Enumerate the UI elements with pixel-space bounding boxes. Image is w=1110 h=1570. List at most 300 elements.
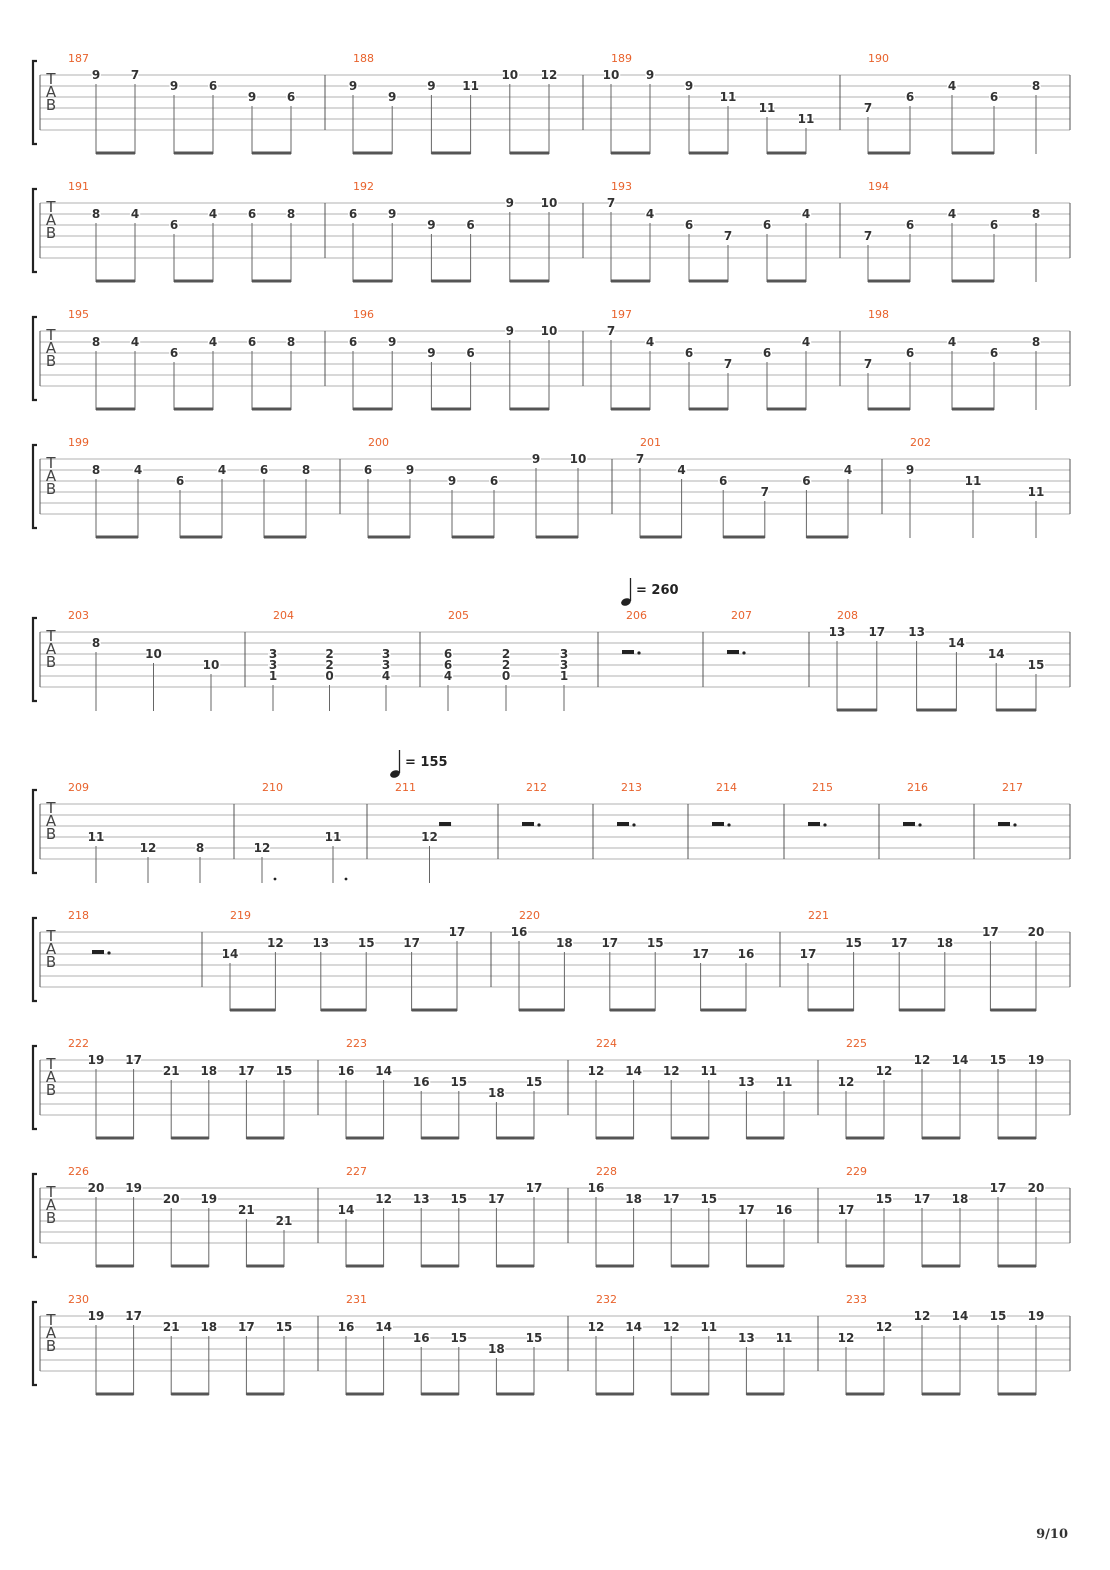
fret-number: 11	[719, 90, 737, 104]
measure-number: 228	[596, 1165, 617, 1178]
measure-number: 197	[611, 308, 632, 321]
fret-number: 11	[758, 101, 776, 115]
fret-number: 1	[268, 669, 278, 683]
fret-number: 18	[488, 1086, 505, 1100]
staff-bracket-icon	[33, 618, 37, 701]
fret-number: 9	[388, 335, 397, 349]
tab-clef-letter: A	[45, 940, 57, 958]
fret-number: 14	[337, 1203, 355, 1217]
fret-number: 6	[208, 79, 218, 93]
page-number: 9/10	[1036, 1527, 1068, 1542]
rest-icon	[808, 822, 820, 826]
fret-number: 18	[951, 1192, 969, 1206]
staff-bracket-icon	[33, 445, 37, 528]
tab-clef-letter: B	[45, 953, 57, 971]
fret-number: 6	[762, 218, 772, 232]
fret-number: 4	[801, 207, 811, 221]
rest-icon	[622, 650, 634, 654]
measure-number: 230	[68, 1293, 89, 1306]
fret-number: 9	[247, 90, 257, 104]
fret-number: 14	[951, 1309, 969, 1323]
fret-number: 20	[1027, 925, 1045, 939]
tab-clef-letter: B	[45, 1209, 57, 1227]
measure-number: 213	[621, 781, 642, 794]
staff-bracket-icon	[33, 918, 37, 1001]
fret-number: 12	[540, 68, 558, 82]
fret-number: 6	[466, 218, 475, 232]
fret-number: 17	[601, 936, 619, 950]
fret-number: 12	[913, 1053, 931, 1067]
fret-number: 6	[259, 463, 269, 477]
fret-number: 18	[200, 1064, 218, 1078]
fret-number: 12	[662, 1320, 680, 1334]
fret-number: 16	[412, 1331, 430, 1345]
fret-number: 0	[501, 669, 511, 683]
fret-number: 9	[388, 90, 397, 104]
rest-icon	[439, 822, 451, 826]
tab-clef-letter: A	[45, 83, 57, 101]
staff-bracket-icon	[33, 790, 37, 873]
fret-number: 17	[238, 1320, 255, 1334]
fret-number: 20	[162, 1192, 180, 1206]
fret-number: 11	[700, 1064, 718, 1078]
measure-number: 215	[812, 781, 833, 794]
fret-number: 4	[443, 669, 453, 683]
fret-number: 12	[662, 1064, 680, 1078]
fret-number: 15	[845, 936, 862, 950]
fret-number: 9	[427, 79, 436, 93]
measure-number: 223	[346, 1037, 367, 1050]
fret-number: 2	[325, 647, 334, 661]
fret-number: 4	[801, 335, 811, 349]
fret-number: 17	[662, 1192, 680, 1206]
staff-bracket-icon	[33, 317, 37, 400]
rest-icon	[903, 822, 915, 826]
tab-clef-letter: A	[45, 1068, 57, 1086]
fret-number: 6	[989, 218, 999, 232]
fret-number: 17	[989, 1181, 1007, 1195]
measure-number: 187	[68, 52, 89, 65]
rest-dot	[107, 951, 110, 954]
fret-number: 17	[692, 947, 709, 961]
fret-number: 6	[175, 474, 185, 488]
measure-number: 192	[353, 180, 374, 193]
tab-clef-letter: A	[45, 339, 57, 357]
fret-number: 10	[602, 68, 620, 82]
fret-number: 8	[1031, 335, 1041, 349]
fret-number: 17	[913, 1192, 931, 1206]
fret-number: 11	[462, 79, 479, 93]
fret-number: 15	[989, 1309, 1007, 1323]
tab-clef-letter: B	[45, 480, 57, 498]
fret-number: 7	[606, 196, 616, 210]
rest-dot	[742, 651, 745, 654]
tab-clef-letter: T	[46, 326, 56, 344]
fret-number: 21	[238, 1203, 255, 1217]
rest-icon	[998, 822, 1010, 826]
fret-number: 10	[202, 658, 220, 672]
measure-number: 216	[907, 781, 928, 794]
tab-clef-letter: B	[45, 1081, 57, 1099]
fret-number: 6	[905, 90, 915, 104]
fret-number: 21	[162, 1320, 180, 1334]
fret-number: 6	[762, 346, 772, 360]
measure-number: 226	[68, 1165, 89, 1178]
fret-number: 9	[388, 207, 397, 221]
fret-number: 17	[125, 1053, 142, 1067]
measure-number: 198	[868, 308, 889, 321]
measure-number: 189	[611, 52, 632, 65]
measure-number: 190	[868, 52, 889, 65]
measure-number: 206	[626, 609, 647, 622]
fret-number: 8	[286, 335, 296, 349]
fret-number: 9	[405, 463, 415, 477]
measure-number: 211	[395, 781, 416, 794]
rest-icon	[712, 822, 724, 826]
fret-number: 17	[448, 925, 466, 939]
fret-number: 12	[587, 1320, 605, 1334]
fret-number: 15	[646, 936, 664, 950]
fret-number: 6	[684, 218, 694, 232]
fret-number: 8	[91, 335, 101, 349]
tab-clef-letter: A	[45, 211, 57, 229]
measure-number: 214	[716, 781, 737, 794]
fret-number: 15	[1027, 658, 1045, 672]
fret-number: 18	[200, 1320, 218, 1334]
fret-number: 16	[587, 1181, 605, 1195]
fret-number: 11	[775, 1331, 793, 1345]
fret-number: 12	[587, 1064, 605, 1078]
tab-clef-letter: T	[46, 799, 56, 817]
rest-icon	[92, 950, 104, 954]
measure-number: 191	[68, 180, 89, 193]
tab-clef-letter: B	[45, 96, 57, 114]
tab-clef-letter: A	[45, 812, 57, 830]
fret-number: 15	[275, 1320, 293, 1334]
staff-bracket-icon	[33, 1174, 37, 1257]
fret-number: 15	[875, 1192, 893, 1206]
fret-number: 8	[91, 463, 101, 477]
fret-number: 12	[875, 1064, 893, 1078]
fret-number: 9	[505, 196, 514, 210]
fret-number: 6	[719, 474, 728, 488]
staff-bracket-icon	[33, 1046, 37, 1129]
measure-number: 210	[262, 781, 283, 794]
fret-number: 4	[133, 463, 143, 477]
fret-number: 3	[559, 647, 569, 661]
fret-number: 20	[87, 1181, 105, 1195]
fret-number: 9	[531, 452, 541, 466]
measure-number: 204	[273, 609, 294, 622]
fret-number: 4	[130, 207, 140, 221]
fret-number: 4	[843, 463, 853, 477]
fret-number: 11	[775, 1075, 793, 1089]
rest-dot	[823, 823, 826, 826]
fret-number: 14	[951, 1053, 969, 1067]
tab-clef-letter: T	[46, 1055, 56, 1073]
fret-number: 18	[488, 1342, 505, 1356]
fret-number: 8	[91, 636, 101, 650]
tab-clef-letter: T	[46, 454, 56, 472]
measure-number: 195	[68, 308, 89, 321]
fret-number: 19	[1027, 1053, 1045, 1067]
fret-number: 6	[169, 346, 179, 360]
fret-number: 7	[130, 68, 140, 82]
fret-number: 14	[375, 1320, 392, 1334]
fret-number: 6	[363, 463, 373, 477]
fret-number: 9	[447, 474, 457, 488]
measure-number: 196	[353, 308, 374, 321]
fret-number: 8	[301, 463, 311, 477]
fret-number: 7	[863, 101, 873, 115]
fret-number: 13	[908, 625, 925, 639]
fret-number: 11	[797, 112, 815, 126]
staff-bracket-icon	[33, 189, 37, 272]
fret-number: 3	[381, 658, 391, 672]
fret-number: 16	[337, 1320, 355, 1334]
fret-number: 4	[645, 335, 655, 349]
measure-number: 231	[346, 1293, 367, 1306]
fret-number: 4	[947, 79, 957, 93]
fret-number: 19	[87, 1309, 105, 1323]
fret-number: 19	[200, 1192, 218, 1206]
fret-number: 4	[645, 207, 655, 221]
measure-number: 232	[596, 1293, 617, 1306]
fret-number: 17	[982, 925, 999, 939]
fret-number: 15	[525, 1075, 543, 1089]
tab-clef-letter: B	[45, 224, 57, 242]
fret-number: 2	[325, 658, 334, 672]
rest-icon	[522, 822, 534, 826]
fret-number: 21	[275, 1214, 293, 1228]
fret-number: 9	[427, 218, 436, 232]
measure-number: 217	[1002, 781, 1023, 794]
fret-number: 16	[337, 1064, 355, 1078]
fret-number: 13	[828, 625, 846, 639]
fret-number: 17	[868, 625, 886, 639]
fret-number: 12	[421, 830, 438, 844]
fret-number: 12	[267, 936, 284, 950]
fret-number: 15	[525, 1331, 543, 1345]
tab-clef-letter: T	[46, 927, 56, 945]
fret-number: 18	[625, 1192, 642, 1206]
fret-number: 9	[427, 346, 436, 360]
fret-number: 4	[947, 335, 957, 349]
measure-number: 207	[731, 609, 752, 622]
fret-number: 6	[466, 346, 475, 360]
fret-number: 11	[700, 1320, 718, 1334]
fret-number: 10	[540, 196, 558, 210]
fret-number: 12	[253, 841, 271, 855]
measure-number: 201	[640, 436, 661, 449]
fret-number: 15	[450, 1075, 468, 1089]
tempo-marking: = 155	[405, 755, 448, 770]
tab-clef-letter: T	[46, 1311, 56, 1329]
tab-clef-letter: B	[45, 1337, 57, 1355]
fret-number: 9	[505, 324, 514, 338]
fret-number: 6	[247, 335, 257, 349]
fret-number: 10	[540, 324, 558, 338]
duration-dot	[274, 878, 277, 881]
fret-number: 21	[162, 1064, 180, 1078]
fret-number: 18	[556, 936, 573, 950]
fret-number: 6	[443, 658, 453, 672]
fret-number: 17	[488, 1192, 505, 1206]
fret-number: 6	[684, 346, 694, 360]
fret-number: 19	[1027, 1309, 1045, 1323]
fret-number: 17	[799, 947, 817, 961]
fret-number: 4	[208, 207, 218, 221]
fret-number: 8	[1031, 207, 1041, 221]
fret-number: 16	[775, 1203, 793, 1217]
measure-number: 221	[808, 909, 829, 922]
fret-number: 3	[381, 647, 391, 661]
fret-number: 13	[738, 1075, 755, 1089]
measure-number: 233	[846, 1293, 867, 1306]
measure-number: 229	[846, 1165, 867, 1178]
fret-number: 15	[357, 936, 375, 950]
tab-clef-letter: T	[46, 1183, 56, 1201]
measure-number: 202	[910, 436, 931, 449]
fret-number: 8	[195, 841, 205, 855]
measure-number: 208	[837, 609, 858, 622]
fret-number: 7	[723, 229, 733, 243]
fret-number: 7	[635, 452, 645, 466]
fret-number: 14	[625, 1320, 642, 1334]
fret-number: 9	[905, 463, 915, 477]
fret-number: 6	[247, 207, 257, 221]
rest-dot	[537, 823, 540, 826]
fret-number: 9	[645, 68, 655, 82]
fret-number: 16	[412, 1075, 430, 1089]
measure-number: 218	[68, 909, 89, 922]
fret-number: 17	[525, 1181, 543, 1195]
fret-number: 4	[208, 335, 218, 349]
tempo-marking: = 260	[636, 583, 679, 598]
fret-number: 0	[325, 669, 334, 683]
fret-number: 15	[989, 1053, 1007, 1067]
fret-number: 11	[1027, 485, 1045, 499]
fret-number: 20	[1027, 1181, 1045, 1195]
rest-dot	[918, 823, 921, 826]
fret-number: 4	[217, 463, 227, 477]
measure-number: 220	[519, 909, 540, 922]
tab-clef-letter: A	[45, 467, 57, 485]
fret-number: 9	[91, 68, 101, 82]
fret-number: 14	[948, 636, 965, 650]
tab-clef-letter: A	[45, 1196, 57, 1214]
fret-number: 13	[312, 936, 330, 950]
fret-number: 13	[412, 1192, 430, 1206]
tab-clef-letter: B	[45, 653, 57, 671]
fret-number: 6	[348, 207, 358, 221]
fret-number: 8	[286, 207, 296, 221]
fret-number: 10	[501, 68, 519, 82]
fret-number: 14	[987, 647, 1005, 661]
fret-number: 15	[275, 1064, 293, 1078]
tab-clef-letter: B	[45, 825, 57, 843]
fret-number: 4	[381, 669, 391, 683]
staff-bracket-icon	[33, 61, 37, 144]
fret-number: 6	[489, 474, 499, 488]
fret-number: 15	[700, 1192, 718, 1206]
rest-icon	[617, 822, 629, 826]
fret-number: 6	[286, 90, 296, 104]
measure-number: 200	[368, 436, 389, 449]
measure-number: 219	[230, 909, 251, 922]
fret-number: 9	[169, 79, 179, 93]
fret-number: 15	[450, 1192, 468, 1206]
fret-number: 3	[268, 647, 278, 661]
rest-dot	[632, 823, 635, 826]
measure-number: 225	[846, 1037, 867, 1050]
fret-number: 6	[989, 90, 999, 104]
fret-number: 1	[559, 669, 569, 683]
fret-number: 8	[91, 207, 101, 221]
fret-number: 15	[450, 1331, 468, 1345]
fret-number: 7	[606, 324, 616, 338]
fret-number: 6	[905, 346, 915, 360]
measure-number: 212	[526, 781, 547, 794]
fret-number: 12	[837, 1331, 855, 1345]
fret-number: 7	[863, 229, 873, 243]
rest-dot	[1013, 823, 1016, 826]
fret-number: 7	[760, 485, 769, 499]
tab-clef-letter: A	[45, 1324, 57, 1342]
staff-bracket-icon	[33, 1302, 37, 1385]
measure-number: 224	[596, 1037, 617, 1050]
fret-number: 6	[989, 346, 999, 360]
fret-number: 13	[738, 1331, 755, 1345]
fret-number: 17	[890, 936, 908, 950]
measure-number: 199	[68, 436, 89, 449]
fret-number: 19	[87, 1053, 105, 1067]
rest-icon	[727, 650, 739, 654]
fret-number: 10	[145, 647, 162, 661]
fret-number: 9	[348, 79, 358, 93]
measure-number: 193	[611, 180, 632, 193]
fret-number: 3	[559, 658, 569, 672]
fret-number: 11	[324, 830, 342, 844]
tab-clef-letter: T	[46, 198, 56, 216]
measure-number: 227	[346, 1165, 367, 1178]
fret-number: 17	[238, 1064, 255, 1078]
rest-dot	[637, 651, 640, 654]
fret-number: 12	[837, 1075, 855, 1089]
measure-number: 194	[868, 180, 889, 193]
fret-number: 18	[936, 936, 954, 950]
fret-number: 12	[875, 1320, 893, 1334]
fret-number: 19	[125, 1181, 142, 1195]
fret-number: 4	[130, 335, 140, 349]
fret-number: 4	[947, 207, 957, 221]
fret-number: 4	[677, 463, 686, 477]
rest-dot	[727, 823, 730, 826]
fret-number: 14	[221, 947, 239, 961]
duration-dot	[345, 878, 348, 881]
fret-number: 8	[1031, 79, 1041, 93]
fret-number: 17	[403, 936, 420, 950]
measure-number: 209	[68, 781, 89, 794]
measure-number: 222	[68, 1037, 89, 1050]
fret-number: 12	[375, 1192, 392, 1206]
fret-number: 12	[913, 1309, 931, 1323]
fret-number: 6	[802, 474, 811, 488]
fret-number: 17	[738, 1203, 755, 1217]
fret-number: 16	[510, 925, 528, 939]
fret-number: 2	[501, 658, 511, 672]
tab-clef-letter: T	[46, 70, 56, 88]
